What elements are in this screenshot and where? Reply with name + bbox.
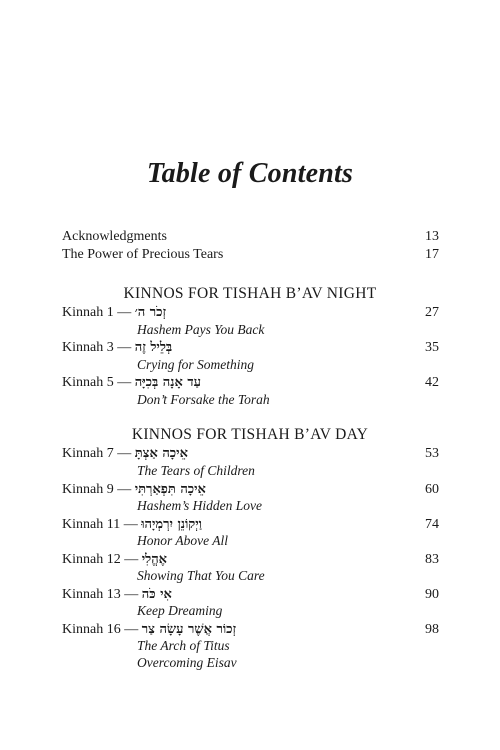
page-number: 60 — [425, 482, 439, 497]
kinnah-entry — [62, 515, 439, 535]
page-number: 74 — [425, 517, 439, 532]
page-number: 13 — [425, 229, 439, 244]
kinnah-subtitle: Showing That You Care — [137, 568, 265, 583]
kinnah-subtitle: Hashem Pays You Back — [137, 322, 265, 337]
page-number: 27 — [425, 305, 439, 320]
hebrew-title: אֶהֱלִי — [141, 552, 168, 567]
kinnah-subtitle: The Arch of Titus — [137, 638, 230, 653]
hebrew-title: זְכֹר ה׳ — [134, 305, 167, 320]
hebrew-title: אֵיכָה אַצְתָּ — [134, 446, 188, 461]
toc-entry — [62, 227, 439, 247]
kinnah-subtitle: Overcoming Eisav — [137, 655, 237, 670]
page-number: 17 — [425, 247, 439, 262]
kinnah-label: Kinnah 9 — אֵיכָה תִּפְאַרְתִּי — [62, 482, 206, 497]
kinnah-subtitle: Crying for Something — [137, 357, 254, 372]
hebrew-title: אֵיכָה תִּפְאַרְתִּי — [134, 482, 206, 497]
page-number: 90 — [425, 587, 439, 602]
section-heading-night: KINNOS FOR TISHAH B’AV NIGHT — [123, 285, 377, 302]
page-number: 98 — [425, 622, 439, 637]
entry-label: The Power of Precious Tears — [62, 247, 224, 262]
page-number: 53 — [425, 446, 439, 461]
kinnah-label: Kinnah 3 — בְּלֵיל זֶה — [62, 340, 173, 355]
page-number: 42 — [425, 375, 439, 390]
hebrew-title: זְכוֹר אֲשֶׁר עָשָׂה צַר — [141, 622, 237, 637]
kinnah-entry — [62, 303, 439, 323]
page-number: 83 — [425, 552, 439, 567]
kinnah-entry — [62, 338, 439, 358]
kinnah-label: Kinnah 11 — וַיְקוֹנֵן יִרְמְיָהוּ — [62, 517, 203, 532]
kinnah-entry — [62, 444, 439, 464]
kinnah-entry — [62, 585, 439, 605]
kinnah-label: Kinnah 16 — זְכוֹר אֲשֶׁר עָשָׂה צַר — [62, 622, 237, 637]
hebrew-title: עַד אָנָה בְּכִיָּה — [134, 375, 201, 390]
kinnah-label: Kinnah 5 — עַד אָנָה בְּכִיָּה — [62, 375, 201, 390]
entry-label: Acknowledgments — [62, 229, 167, 244]
kinnah-subtitle: Keep Dreaming — [137, 603, 223, 618]
kinnah-subtitle: The Tears of Children — [137, 463, 255, 478]
kinnah-subtitle: Don’t Forsake the Torah — [137, 392, 270, 407]
kinnah-label: Kinnah 1 — זְכֹר ה׳ — [62, 305, 167, 320]
page-title: Table of Contents — [146, 158, 354, 189]
kinnah-label: Kinnah 7 — אֵיכָה אַצְתָּ — [62, 446, 188, 461]
hebrew-title: בְּלֵיל זֶה — [134, 340, 173, 355]
hebrew-title: וַיְקוֹנֵן יִרְמְיָהוּ — [141, 517, 203, 532]
kinnah-subtitle: Honor Above All — [137, 533, 228, 548]
page-number: 35 — [425, 340, 439, 355]
kinnah-label: Kinnah 12 — אֶהֱלִי — [62, 552, 168, 567]
section-heading-day: KINNOS FOR TISHAH B’AV DAY — [131, 426, 369, 443]
hebrew-title: אִי כֹּה — [141, 587, 172, 602]
kinnah-subtitle: Hashem’s Hidden Love — [137, 498, 262, 513]
kinnah-entry — [62, 620, 439, 640]
kinnah-label: Kinnah 13 — אִי כֹּה — [62, 587, 172, 602]
toc-entry — [62, 245, 439, 265]
kinnah-entry — [62, 373, 439, 393]
